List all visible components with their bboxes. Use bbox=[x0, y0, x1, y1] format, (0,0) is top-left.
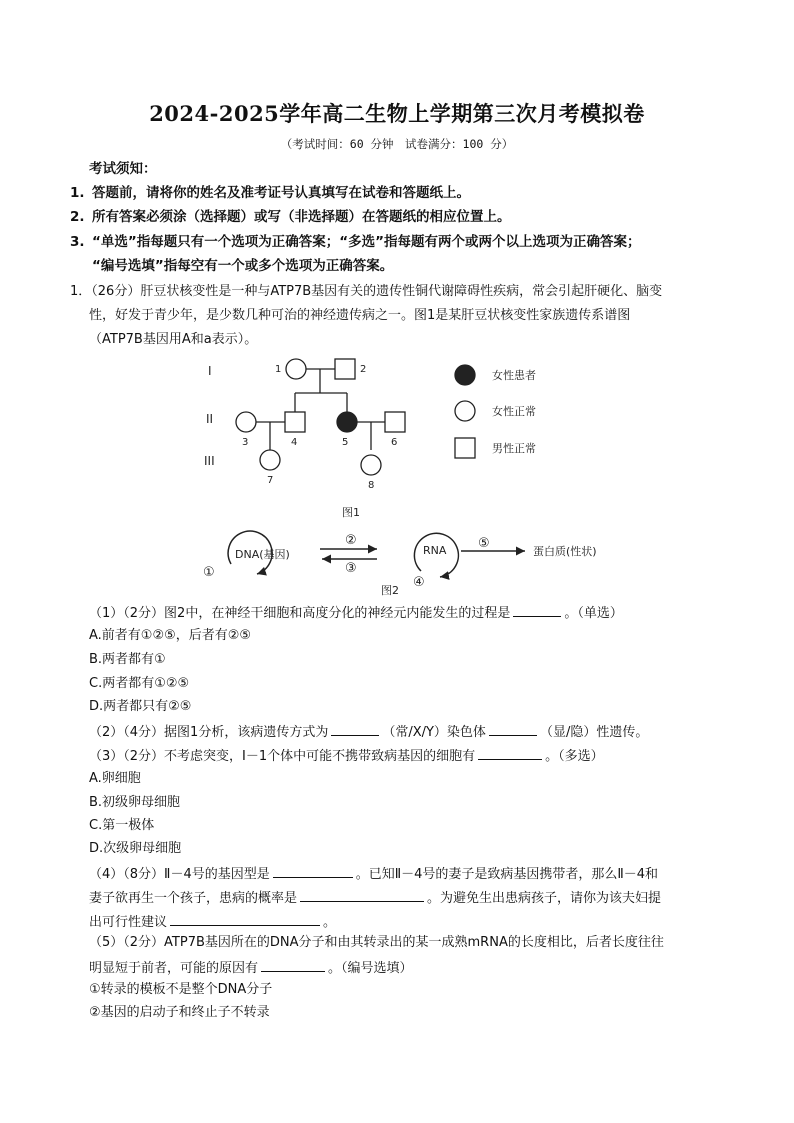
q1-sub4-text: 妻子欲再生一个孩子，患病的概率是 bbox=[89, 891, 298, 906]
q1-sub5-text: 明显短于前者，可能的原因有 bbox=[89, 961, 259, 976]
q1-sub3-stem bbox=[89, 746, 604, 766]
answer-blank[interactable] bbox=[273, 864, 353, 878]
gen-label-I: I bbox=[208, 364, 212, 378]
q1-sub2-text: （显/隐）性遗传。 bbox=[539, 725, 649, 740]
q1-sub3-option-b[interactable]: B.初级卵母细胞 bbox=[89, 795, 181, 810]
q1-sub5-line2 bbox=[89, 958, 413, 978]
individual-id: 7 bbox=[267, 475, 274, 486]
q1-sub5-suffix: 。（编号选填） bbox=[328, 961, 413, 976]
notice-item-3-cont: “编号选填”指每空有一个或多个选项为正确答案。 bbox=[92, 258, 394, 274]
process-mark: ① bbox=[203, 565, 215, 580]
female-normal-symbol bbox=[286, 359, 306, 379]
process-mark: ③ bbox=[345, 561, 357, 576]
q1-sub4-text: 出可行性建议 bbox=[89, 915, 168, 930]
q1-sub1-suffix: 。（单选） bbox=[564, 606, 623, 621]
protein-label: 蛋白质(性状) bbox=[533, 545, 597, 558]
q1-sub4-line2 bbox=[89, 888, 661, 908]
exam-subtitle: （考试时间：60 分钟 试卷满分：100 分） bbox=[280, 137, 514, 151]
q1-intro-line2: 性，好发于青少年，是少数几种可治的神经遗传病之一。图1是某肝豆状核变性家族遗传系谱图 bbox=[89, 308, 631, 323]
notice-item-3 bbox=[70, 233, 641, 251]
answer-blank[interactable] bbox=[513, 603, 561, 617]
pedigree-figure bbox=[200, 350, 580, 525]
answer-blank[interactable] bbox=[331, 722, 379, 736]
female-patient-symbol bbox=[337, 412, 357, 432]
exam-title: 2024-2025学年高二生物上学期第三次月考模拟卷 bbox=[149, 101, 645, 126]
individual-id: 2 bbox=[360, 364, 367, 375]
notice-item-1 bbox=[70, 184, 470, 202]
notice-item-text: 答题前，请将你的姓名及准考证号认真填写在试卷和答题纸上。 bbox=[92, 185, 470, 201]
q1-sub3-option-c[interactable]: C.第一极体 bbox=[89, 818, 155, 833]
q1-sub4-text: （4）（8分）Ⅱ－4号的基因型是 bbox=[89, 867, 270, 882]
q1-intro-text: （26分）肝豆状核变性是一种与ATP7B基因有关的遗传性铜代谢障碍性疾病，常会引起肝硬化、脑变 bbox=[91, 284, 663, 299]
legend-label: 女性患者 bbox=[492, 369, 536, 382]
notice-item-num: 3. bbox=[70, 234, 85, 250]
q1-sub3-text: （3）（2分）不考虑突变，Ⅰ－1个体中可能不携带致病基因的细胞有 bbox=[89, 749, 476, 764]
male-normal-symbol bbox=[335, 359, 355, 379]
q1-sub2-text: （常/X/Y）染色体 bbox=[382, 725, 486, 740]
q1-sub5-option-1[interactable]: ①转录的模板不是整个DNA分子 bbox=[89, 982, 273, 997]
female-normal-symbol bbox=[236, 412, 256, 432]
male-normal-symbol bbox=[285, 412, 305, 432]
notice-item-text: 所有答案必须涂（选择题）或写（非选择题）在答题纸的相应位置上。 bbox=[92, 209, 511, 225]
legend-label: 男性正常 bbox=[492, 442, 536, 455]
q1-sub4-text: 。已知Ⅱ－4号的妻子是致病基因携带者，那么Ⅱ－4和 bbox=[355, 867, 659, 882]
q1-sub5-line1: （5）（2分）ATP7B基因所在的DNA分子和由其转录出的某一成熟mRNA的长度相比，后者长度往往 bbox=[89, 935, 664, 950]
q1-sub3-option-d[interactable]: D.次级卵母细胞 bbox=[89, 841, 182, 856]
answer-blank[interactable] bbox=[489, 722, 537, 736]
dna-label: DNA(基因) bbox=[235, 548, 290, 561]
q1-sub1-option-c[interactable]: C.两者都有①②⑤ bbox=[89, 676, 190, 691]
individual-id: 4 bbox=[291, 437, 298, 448]
legend-male-normal-icon bbox=[455, 438, 475, 458]
q1-sub1-text: （1）（2分）图2中，在神经干细胞和高度分化的神经元内能发生的过程是 bbox=[89, 606, 511, 621]
figure2-caption: 图2 bbox=[381, 584, 399, 597]
process-mark: ⑤ bbox=[478, 536, 490, 551]
rna-label: RNA bbox=[423, 544, 447, 557]
answer-blank[interactable] bbox=[478, 746, 542, 760]
q1-number: 1． bbox=[70, 284, 92, 299]
q1-sub2-stem bbox=[89, 722, 648, 742]
individual-id: 3 bbox=[242, 437, 249, 448]
female-normal-symbol bbox=[361, 455, 381, 475]
q1-sub1-option-d[interactable]: D.两者都只有②⑤ bbox=[89, 699, 192, 714]
q1-sub1-option-a[interactable]: A.前者有①②⑤，后者有②⑤ bbox=[89, 628, 252, 643]
legend-label: 女性正常 bbox=[492, 405, 536, 418]
notice-item-2 bbox=[70, 208, 511, 226]
q1-sub4-line1 bbox=[89, 864, 658, 884]
individual-id: 8 bbox=[368, 480, 375, 491]
individual-id: 1 bbox=[275, 364, 282, 375]
male-normal-symbol bbox=[385, 412, 405, 432]
gen-label-II: II bbox=[206, 412, 214, 426]
notice-heading: 考试须知： bbox=[89, 161, 157, 177]
q1-sub1-option-b[interactable]: B.两者都有① bbox=[89, 652, 166, 667]
individual-id: 6 bbox=[391, 437, 398, 448]
q1-sub4-text: 。为避免生出患病孩子，请你为该夫妇提 bbox=[427, 891, 662, 906]
legend-female-normal-icon bbox=[455, 401, 475, 421]
gen-label-III: III bbox=[204, 454, 215, 468]
q1-sub3-option-a[interactable]: A.卵细胞 bbox=[89, 771, 141, 786]
notice-item-num: 1. bbox=[70, 185, 85, 201]
q1-sub2-text: （2）（4分）据图1分析，该病遗传方式为 bbox=[89, 725, 329, 740]
central-dogma-figure bbox=[195, 522, 625, 598]
answer-blank[interactable] bbox=[261, 958, 325, 972]
answer-blank[interactable] bbox=[300, 888, 424, 902]
notice-item-text: “单选”指每题只有一个选项为正确答案；“多选”指每题有两个或两个以上选项为正确答案； bbox=[92, 234, 641, 250]
process-mark: ④ bbox=[413, 575, 425, 590]
q1-sub3-suffix: 。（多选） bbox=[545, 749, 604, 764]
legend-female-patient-icon bbox=[455, 365, 475, 385]
q1-sub5-option-2[interactable]: ②基因的启动子和终止子不转录 bbox=[89, 1005, 270, 1020]
process-mark: ② bbox=[345, 533, 357, 548]
q1-intro-line3: （ATP7B基因用A和a表示）。 bbox=[89, 332, 258, 347]
female-normal-symbol bbox=[260, 450, 280, 470]
individual-id: 5 bbox=[342, 437, 349, 448]
q1-intro-line1 bbox=[70, 283, 662, 301]
figure1-caption: 图1 bbox=[342, 506, 360, 519]
q1-sub1-stem bbox=[89, 603, 623, 623]
notice-item-num: 2. bbox=[70, 209, 85, 225]
answer-blank[interactable] bbox=[170, 912, 320, 926]
q1-sub4-line3 bbox=[89, 912, 336, 932]
q1-sub4-text: 。 bbox=[323, 915, 337, 930]
